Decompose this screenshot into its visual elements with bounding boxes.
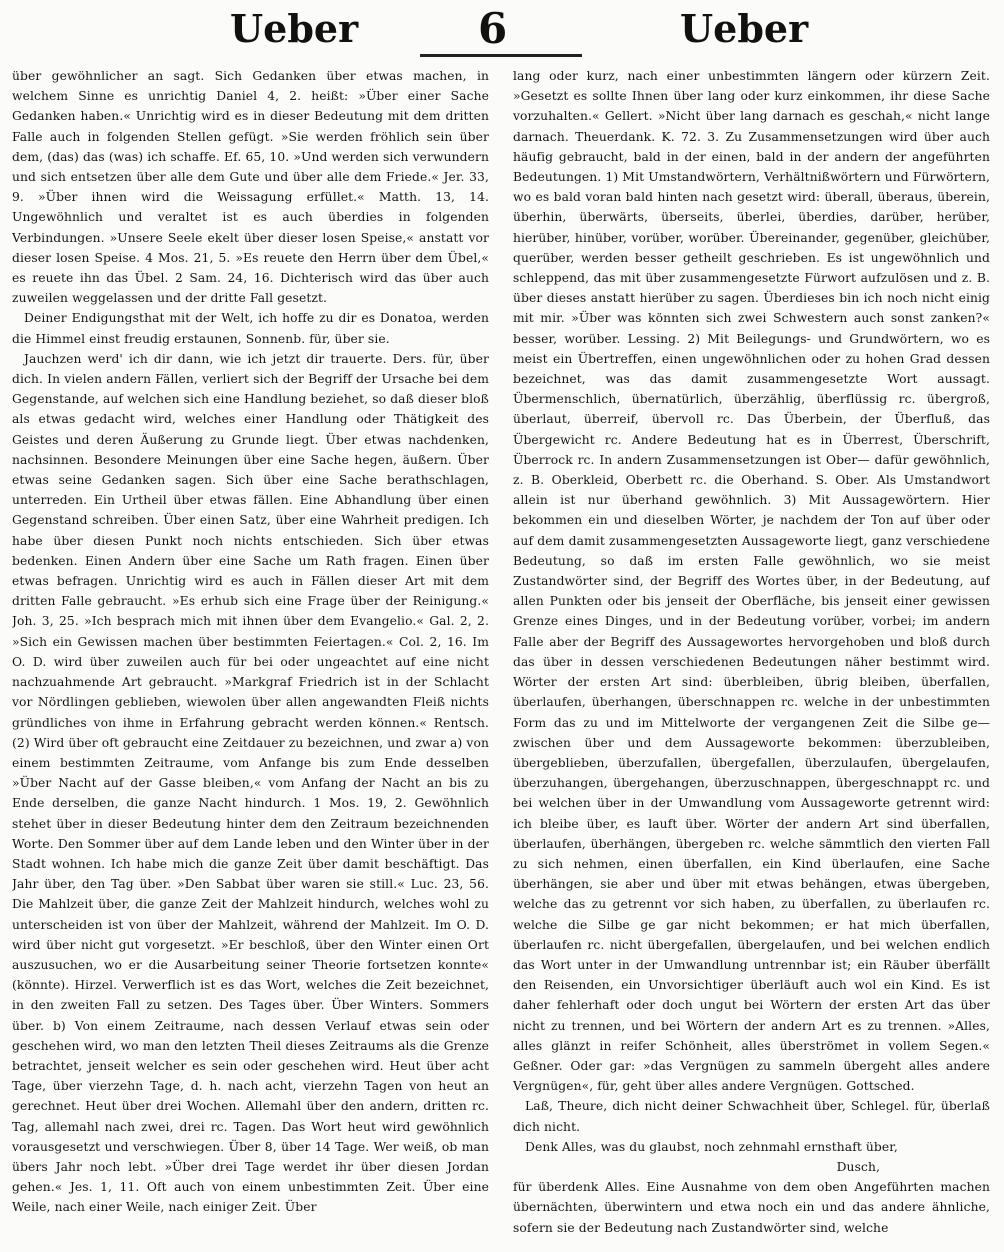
- paragraph: lang oder kurz, nach einer unbestimmten längern oder kürzern Zeit. »Gesetzt es sollte Ihnen über lang oder kurz einkommen, ihr diese Sache vorzuhalten.« Gellert. »Nicht über lang darnach es geschah,« nicht lange darnach. Theuerdank. K. 72. 3. Zu Zusammensetzungen wird über auch häufig gebraucht, bald in der einen, bald in der andern der angeführten Bedeutungen. 1) Mit Umstandwörtern, Verhältnißwörtern und Fürwörtern, wo es bald voran bald hinten nach gesetzt wird: überall, überaus, überein, überhin, überwärts, überseits, überlei, überdies, darüber, herüber, hierüber, hinüber, vorüber, worüber. Übereinander, gegenüber, gleichüber, querüber, werden besser getheilt geschrieben. Es ist ungewöhnlich und schleppend, das mit über zusammengesetzte Fürwort aufzulösen und z. B. über dieses anstatt hierüber zu sagen. Überdieses bin ich noch nicht einig mit mir. »Über was könnten sich zwei Schwestern auch sonst zanken?« besser, worüber. Lessing. 2) Mit Beilegungs- und Grundwörtern, wo es meist ein Übertreffen, einen ungewöhnlichen oder zu hohen Grad dessen bezeichnet, was das damit zusammengesetzte Wort aussagt. Übermenschlich, übernatürlich, überzählig, überflüssig rc. übergroß, überlaut, überreif, übervoll rc. Das Überbein, der Überfluß, das Übergewicht rc. Andere Bedeutung hat es in Überrest, Überschrift, Überrock rc. In andern Zusammensetzungen ist Ober— dafür gewöhnlich, z. B. Oberkleid, Oberbett rc. die Oberhand. S. Ober. Als Umstandwort allein ist nur überhand gewöhnlich. 3) Mit Aussagewörtern. Hier bekommen ein und dieselben Wörter, je nachdem der Ton auf über oder auf dem damit zusammengesetzten Aussageworte liegt, ganz verschiedene Bedeutung, so daß im ersten Falle gewöhnlich, wo sie meist Zustandwörter sind, der Begriff des Wortes über, in der Bedeutung, auf allen Punkten oder bis jenseit der Oberfläche, bis jenseit einer gewissen Grenze eines Dinges, und in der Bedeutung vorüber, vorbei; im andern Falle aber der Begriff des Aussagewortes hervorgehoben und bloß durch das über in dessen verschiedenen Bedeutungen näher bestimmt wird. Wörter der ersten Art sind: überbleiben, übrig bleiben, überfallen, überlaufen, überhangen, überschnappen rc. welche in der unbestimmten Form das zu und im Mittelworte der vergangenen Zeit die Silbe ge— zwischen über und dem Aussageworte bekommen: überzubleiben, übergeblieben, überzufallen, übergefallen, überzulaufen, übergelaufen, überzuhangen, übergehangen, überzuschnappen, übergeschnappt rc. und bei welchen über in der Umwandlung vom Aussageworte getrennt wird: ich bleibe über, es lauft über. Wörter der andern Art sind überfallen, überlaufen, überhängen, übergeben rc. welche sämmtlich den vierten Fall zu sich nehmen, einen überfallen, ein Kind überlaufen, eine Sache überhängen, sie aber und über mit etwas behängen, etwas übergeben, welche das zu getrennt vor sich haben, zu überfallen, zu überlaufen rc. welche die Silbe ge gar nicht bekommen; er hat mich überfallen, überlaufen rc. nicht übergefallen, übergelaufen, und bei welchen endlich das Wort unter in der Umwandlung untrennbar ist; ein Räuber überfällt den Reisenden, ein Unvorsichtiger überläuft auch wol ein Kind. Es ist daher fehlerhaft oder doch ungut bei Wörtern der ersten Art das über nicht zu trennen, und bei Wörtern der andern Art es zu trennen. »Alles, alles glänzt in reifer Schönheit, alles überströmet in vollem Segen.« Geßner. Oder gar: »das Vergnügen zu sammeln übergeht alles andere Vergnügen«, für, geht über alles andere Vergnügen. Gottsched.: [513, 69, 990, 1094]
- header-left-catchword: Ueber: [230, 6, 359, 51]
- paragraph: Laß, Theure, dich nicht deiner Schwachheit über, Schlegel. für, überlaß dich nicht.: [513, 1099, 990, 1134]
- quote-attribution: Dusch,: [836, 1159, 880, 1174]
- left-column: [12, 66, 489, 1246]
- right-column: [513, 66, 990, 1246]
- header-right-catchword: Ueber: [680, 6, 809, 51]
- paragraph: Jauchzen werd' ich dir dann, wie ich jetzt dir trauerte. Ders. für, über dich. In vielen andern Fällen, verliert sich der Begriff der Ursache bei dem Gegenstande, auf welchen sich eine Handlung beziehet, so daß dieser bloß als etwas gedacht wird, welches einer Handlung oder Thätigkeit des Geistes und deren Äußerung zu Grunde liegt. Über etwas nachdenken, nachsinnen. Besondere Meinungen über eine Sache hegen, äußern. Über etwas seine Gedanken sagen. Sich über eine Sache berathschlagen, unterreden. Ein Urtheil über etwas fällen. Eine Abhandlung über einen Gegenstand schreiben. Über einen Satz, über eine Wahrheit predigen. Ich habe über diesen Punkt noch nichts entschieden. Sich über etwas bedenken. Einen Andern über eine Sache um Rath fragen. Einen über etwas befragen. Unrichtig wird es auch in Fällen dieser Art mit dem dritten Falle gebraucht. »Es erhub sich eine Frage über der Reinigung.« Joh. 3, 25. »Ich besprach mich mit ihnen über dem Evangelio.« Gal. 2, 2. »Sich ein Gewissen machen über bestimmten Feiertagen.« Col. 2, 16. Im O. D. wird über zuweilen auch für bei oder ungeachtet auf eine nicht nachzuahmende Art gebraucht. »Markgraf Friedrich ist in der Schlacht vor Nördlingen geblieben, wiewolen über allen angewandten Fleiß nichts gründliches von ihme in Erfahrung gebracht werden können.« Rentsch. (2) Wird über oft gebraucht eine Zeitdauer zu bezeichnen, und zwar a) von einem bestimmten Zeitraume, vom Anfange bis zum Ende desselben »Über Nacht auf der Gasse bleiben,« vom Anfang der Nacht an bis zu Ende derselben, die ganze Nacht hindurch. 1 Mos. 19, 2. Gewöhnlich stehet über in dieser Bedeutung hinter dem den Zeitraum bezeichnenden Worte. Den Sommer über auf dem Lande leben und den Winter über in der Stadt wohnen. Ich habe mich die ganze Zeit über damit beschäftigt. Das Jahr über, den Tag über. »Den Sabbat über waren sie still.« Luc. 23, 56. Die Mahlzeit über, die ganze Zeit der Mahlzeit hindurch, welches wohl zu unterscheiden ist von über der Mahlzeit, während der Mahlzeit. Im O. D. wird über nicht gut vorgesetzt. »Er beschloß, über den Winter einen Ort auszusuchen, wo er die Ausarbeitung seiner Theorie fortsetzen konnte« (könnte). Hirzel. Verwerflich ist es das Wort, welches die Zeit bezeichnet, in den zweiten Fall zu setzen. Des Tages über. Über Winters. Sommers über. b) Von einem Zeitraume, nach dessen Verlauf etwas sein oder geschehen wird, wo man den letzten Theil dieses Zeitraums als die Grenze betrachtet, jenseit welcher es sein oder geschehen wird. Heut über acht Tage, über vierzehn Tage, d. h. nach acht, vierzehn Tagen von heut an gerechnet. Heut über drei Wochen. Allemahl über den andern, dritten rc. Tag, allemahl nach zwei, drei rc. Tagen. Das Wort heut wird gewöhnlich vorausgesetzt und verschwiegen. Über 8, über 14 Tage. Wer weiß, ob man übers Jahr noch lebt. »Über drei Tage werdet ihr über diesen Jordan gehen.« Jes. 1, 11. Oft auch von einem unbestimmten Zeit. Über eine Weile, nach einer Weile, nach einiger Zeit. Über: [12, 351, 489, 1215]
- paragraph: Denk Alles, was du glaubst, noch zehnmahl ernsthaft über,: [525, 1139, 898, 1154]
- paragraph: für überdenk Alles. Eine Ausnahme von dem oben Angeführten machen übernächten, überwintern und etwa noch ein und das andere ähnliche, sofern sie der Bedeutung nach Zustandwörter sind, welche: [513, 1180, 990, 1235]
- paragraph: Deiner Endigungsthat mit der Welt, ich hoffe zu dir es Donatoa, werden die Himmel einst freudig erstaunen, Sonnenb. für, über sie.: [12, 311, 489, 346]
- header-rule: [420, 54, 582, 57]
- paragraph: über gewöhnlicher an sagt. Sich Gedanken über etwas machen, in welchem Sinne es unrichtig Daniel 4, 2. heißt: »Über einer Sache Gedanken haben.« Unrichtig wird es in dieser Bedeutung mit dem dritten Falle auch in folgenden Stellen gefügt. »Sie werden fröhlich sein über dem, (das) das (was) ich schaffe. Ef. 65, 10. »Und werden sich verwundern und sich entsetzen über alle dem Gute und über alle dem Friede.« Jer. 33, 9. »Über ihnen wird die Weissagung erfüllet.« Matth. 13, 14. Ungewöhnlich und veraltet ist es auch überdies in folgenden Verbindungen. »Unsere Seele ekelt über dieser losen Speise,« anstatt vor dieser losen Speise. 4 Mos. 21, 5. »Es reuete den Herrn über dem Übel,« es reuete ihn das Übel. 2 Sam. 24, 16. Dichterisch wird das über auch zuweilen weggelassen und der dritte Fall gesetzt.: [12, 69, 489, 306]
- page-number: 6: [478, 4, 508, 53]
